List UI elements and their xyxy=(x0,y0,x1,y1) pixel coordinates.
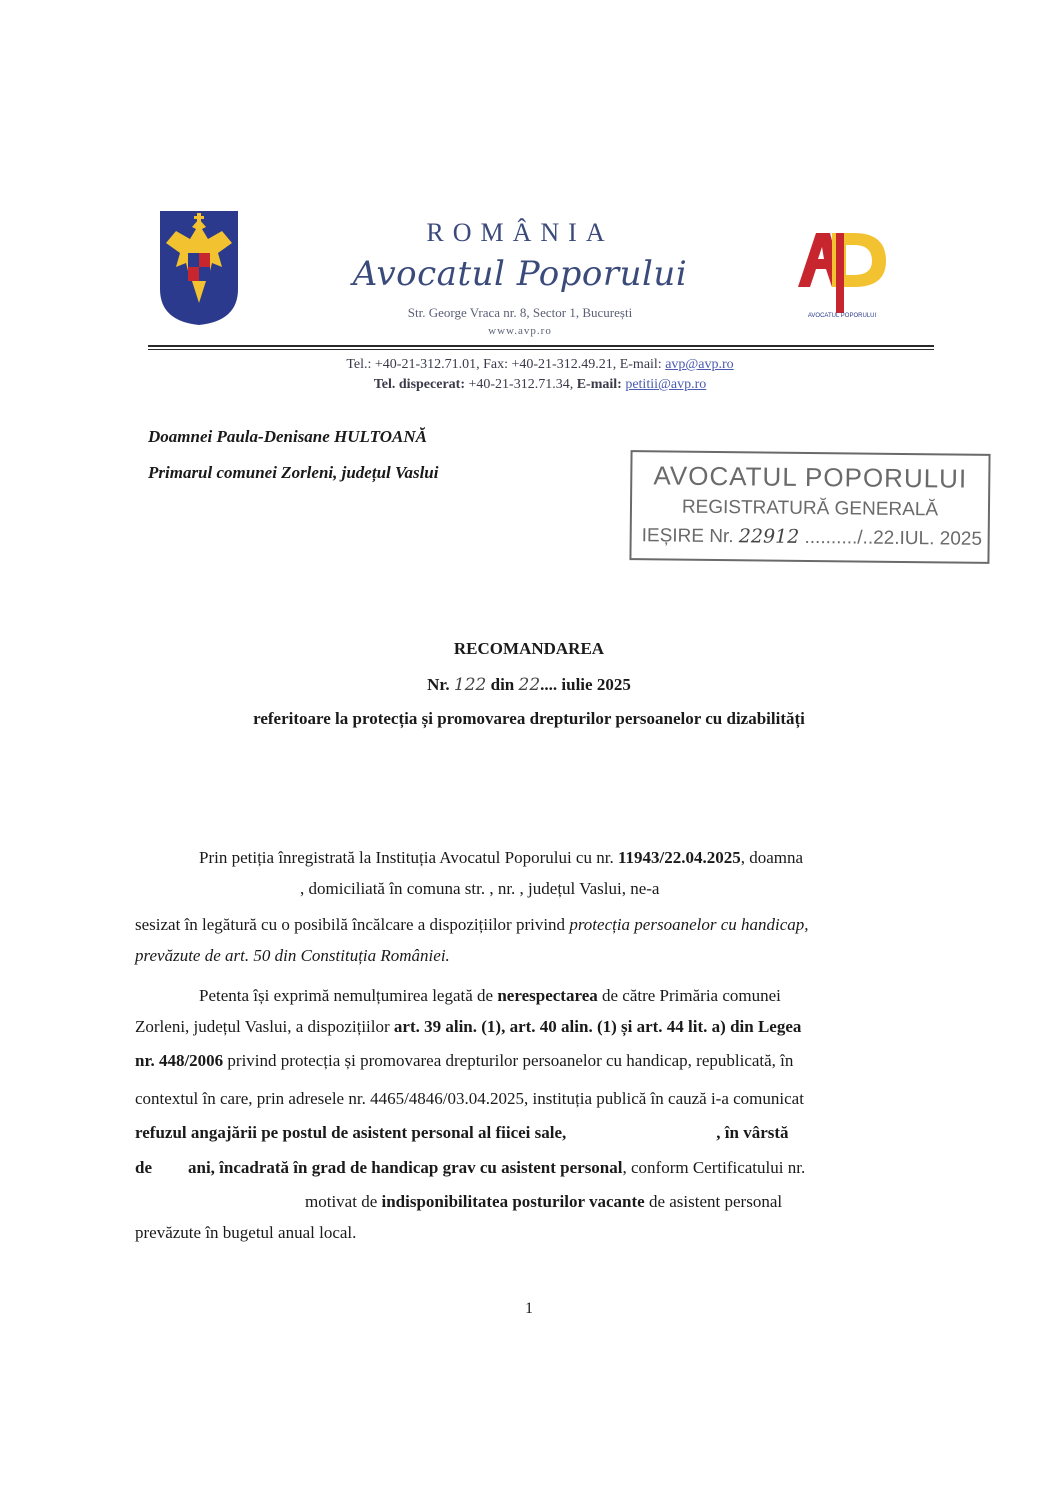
paragraph-line xyxy=(135,914,921,936)
country-title: ROMÂNIA xyxy=(426,218,614,247)
contact-line xyxy=(220,357,860,373)
stamp-registry: REGISTRATURĂ GENERALĂ xyxy=(681,496,939,521)
registry-stamp xyxy=(629,450,990,564)
number-suffix: iulie 2025 xyxy=(561,675,631,694)
page-number: 1 xyxy=(525,1300,533,1317)
logo-caption: AVOCATUL POPORULUI xyxy=(807,313,877,319)
paragraph-line xyxy=(135,1157,921,1179)
avp-logo-icon xyxy=(792,225,892,325)
stamp-exit-label: IEȘIRE Nr. xyxy=(641,525,734,548)
contact-email-link[interactable]: avp@avp.ro xyxy=(665,357,734,372)
paragraph-line xyxy=(135,1016,921,1038)
paragraph-line xyxy=(199,847,985,869)
stamp-institution: AVOCATUL POPORULUI xyxy=(653,460,968,494)
paragraph-line xyxy=(305,1191,1058,1213)
text-run: prevăzute de art. 50 din Constituția României. xyxy=(135,946,450,965)
text-run: de xyxy=(135,1158,152,1177)
text-run: Zorleni, județul Vaslui, a dispozițiilor xyxy=(135,1017,394,1036)
website-line: www.avp.ro xyxy=(488,325,552,337)
text-run: motivat de xyxy=(305,1192,382,1211)
stamp-exit-line: IEȘIRE Nr. 22912 ........../..22.IUL. 2025 xyxy=(641,525,983,550)
text-run: protecția persoanelor cu handicap, xyxy=(569,915,809,934)
text-run: , în vârstă xyxy=(716,1123,789,1142)
text-run: Prin petiția înregistrată la Instituția Avocatul Poporului cu nr. xyxy=(199,848,618,867)
header-divider-thin xyxy=(148,349,934,350)
paragraph-line xyxy=(135,1122,921,1144)
number-day: 22 xyxy=(518,675,541,695)
document-number: Nr. 122 din 22.... iulie 2025 xyxy=(427,675,631,695)
text-run: Petenta își exprimă nemulțumirea legată de xyxy=(199,986,498,1005)
text-run: prevăzute în bugetul anual local. xyxy=(135,1223,357,1242)
text-run: nr. 448/2006 xyxy=(135,1051,224,1070)
text-run: indisponibilitatea posturilor vacante xyxy=(381,1192,645,1211)
paragraph-line xyxy=(135,1088,921,1110)
paragraph-line xyxy=(135,945,921,967)
text-run: de asistent personal xyxy=(644,1192,783,1211)
dispatcher-email-label: E-mail: xyxy=(576,377,622,392)
dispatcher-line xyxy=(220,377,860,393)
text-run: refuzul angajării pe postul de asistent personal al fiicei sale, xyxy=(135,1123,567,1142)
text-run: , doamna xyxy=(740,848,804,867)
text-run: nerespectarea xyxy=(497,986,598,1005)
text-run: ani, încadrată în grad de handicap grav cu asistent personal xyxy=(188,1158,623,1177)
paragraph-line xyxy=(199,985,985,1007)
paragraph-line xyxy=(135,1050,921,1072)
text-run: de către Primăria comunei xyxy=(597,986,781,1005)
institution-title: Avocatul Poporului xyxy=(352,254,688,294)
address-line: Str. George Vraca nr. 8, Sector 1, București xyxy=(407,305,633,320)
text-run: art. 39 alin. (1), art. 40 alin. (1) și art. 44 lit. a) din Legea xyxy=(393,1017,802,1036)
coat-of-arms-icon xyxy=(158,209,240,327)
dispatcher-phone: +40-21-312.71.34, xyxy=(464,377,577,392)
number-prefix: Nr. xyxy=(427,675,450,694)
header-divider xyxy=(148,345,934,347)
text-run: , domiciliată în comuna str. , nr. , județul Vaslui, ne-a xyxy=(300,879,660,898)
stamp-exit-number: 22912 xyxy=(738,525,800,548)
text-run: contextul în care, prin adresele nr. 4465/4846/03.04.2025, instituția publică în cauză i-a comunicat xyxy=(135,1089,804,1108)
addressee-name: Doamnei Paula-Denisane HULTOANĂ xyxy=(148,427,427,446)
dispatcher-email-link[interactable]: petitii@avp.ro xyxy=(625,377,707,392)
paragraph-line xyxy=(135,1222,921,1244)
text-run: , conform Certificatului nr. xyxy=(622,1158,806,1177)
addressee-title: Primarul comunei Zorleni, județul Vaslui xyxy=(148,463,439,482)
document-subject: referitoare la protecția și promovarea drepturilor persoanelor cu dizabilități xyxy=(253,709,805,728)
text-run: privind protecția și promovarea drepturilor persoanelor cu handicap, republicată, în xyxy=(223,1051,794,1070)
stamp-exit-date: 22.IUL. 2025 xyxy=(873,527,983,550)
paragraph-line xyxy=(300,878,1058,900)
document-title: RECOMANDAREA xyxy=(453,639,605,658)
text-run: sesizat în legătură cu o posibilă încălcare a dispozițiilor privind xyxy=(135,915,570,934)
contact-phone-fax: Tel.: +40-21-312.71.01, Fax: +40-21-312.49.21, E-mail: xyxy=(346,357,666,372)
number-mid: din xyxy=(490,675,515,694)
number-value: 122 xyxy=(453,675,487,695)
petition-number: 11943/22.04.2025 xyxy=(617,848,741,867)
dispatcher-label: Tel. dispecerat: xyxy=(373,377,465,392)
